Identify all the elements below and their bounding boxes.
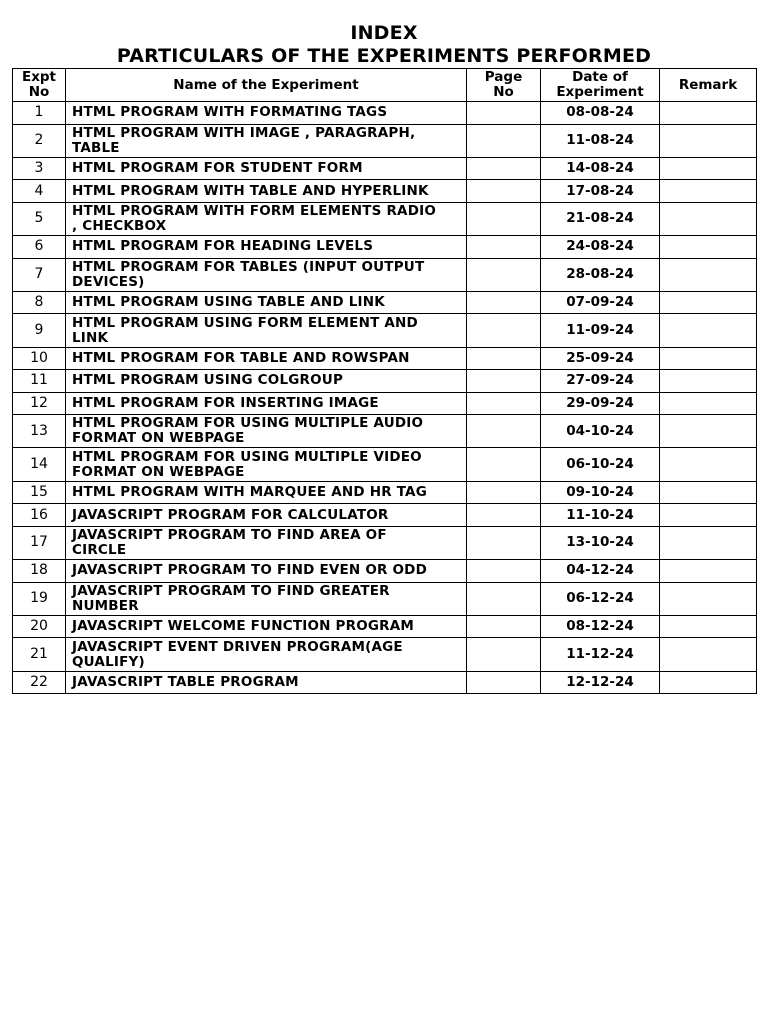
- date-cell: 24-08-24: [541, 236, 660, 259]
- experiment-name-cell: [66, 582, 467, 615]
- page-no-cell: [467, 370, 541, 393]
- date-cell: 11-09-24: [541, 314, 660, 347]
- expt-no-cell: 8: [13, 291, 66, 314]
- column-header-date-line1: Date of: [572, 69, 628, 85]
- experiment-name-line: HTML PROGRAM WITH FORM ELEMENTS RADIO: [72, 202, 436, 219]
- table-row: [13, 671, 757, 694]
- experiment-name-line: HTML PROGRAM FOR USING MULTIPLE AUDIO: [72, 415, 424, 432]
- page-no-cell: [467, 582, 541, 615]
- remark-cell: [660, 202, 757, 235]
- remark-cell: [660, 258, 757, 291]
- experiment-name-cell: [66, 180, 467, 203]
- table-row: [13, 392, 757, 415]
- page-no-cell: [467, 671, 541, 694]
- date-cell: 09-10-24: [541, 481, 660, 504]
- experiment-name-cell: [66, 314, 467, 347]
- remark-cell: [660, 291, 757, 314]
- column-header-page-no: [467, 69, 541, 102]
- page-subtitle: PARTICULARS OF THE EXPERIMENTS PERFORMED: [116, 45, 652, 67]
- table-row: [13, 560, 757, 583]
- expt-no-cell: 7: [13, 258, 66, 291]
- experiment-name-line: JAVASCRIPT PROGRAM TO FIND GREATER: [72, 582, 390, 599]
- column-header-expt-no-line1: Expt: [21, 69, 57, 85]
- experiment-name-cell: [66, 291, 467, 314]
- date-cell: 08-12-24: [541, 615, 660, 638]
- page-no-cell: [467, 560, 541, 583]
- expt-no-cell: 6: [13, 236, 66, 259]
- table-row: [13, 638, 757, 671]
- expt-no-cell: 9: [13, 314, 66, 347]
- remark-cell: [660, 180, 757, 203]
- page-no-cell: [467, 236, 541, 259]
- remark-cell: [660, 236, 757, 259]
- experiment-name-line: JAVASCRIPT PROGRAM TO FIND EVEN OR ODD: [72, 562, 427, 579]
- remark-cell: [660, 392, 757, 415]
- expt-no-cell: 14: [13, 448, 66, 481]
- table-row: [13, 415, 757, 448]
- experiment-name-cell: [66, 157, 467, 180]
- experiment-name-cell: [66, 638, 467, 671]
- page-no-cell: [467, 392, 541, 415]
- expt-no-cell: 17: [13, 526, 66, 559]
- remark-cell: [660, 314, 757, 347]
- experiment-name-line: LINK: [72, 329, 109, 346]
- page-no-cell: [467, 481, 541, 504]
- experiment-name-line: JAVASCRIPT PROGRAM FOR CALCULATOR: [72, 506, 389, 523]
- experiment-name-line: FORMAT ON WEBPAGE: [72, 463, 245, 480]
- remark-cell: [660, 638, 757, 671]
- table-header-row: [13, 69, 757, 102]
- expt-no-cell: 20: [13, 615, 66, 638]
- column-header-date-line2: Experiment: [556, 84, 644, 100]
- remark-cell: [660, 582, 757, 615]
- expt-no-cell: 22: [13, 671, 66, 694]
- expt-no-cell: 5: [13, 202, 66, 235]
- table-row: [13, 448, 757, 481]
- column-header-page-no-line2: No: [493, 84, 514, 100]
- experiment-name-cell: [66, 560, 467, 583]
- expt-no-cell: 13: [13, 415, 66, 448]
- page-no-cell: [467, 102, 541, 125]
- table-row: [13, 370, 757, 393]
- date-cell: 29-09-24: [541, 392, 660, 415]
- table-row: [13, 504, 757, 527]
- experiment-name-cell: [66, 124, 467, 157]
- date-cell: 13-10-24: [541, 526, 660, 559]
- table-row: [13, 347, 757, 370]
- table-row: [13, 526, 757, 559]
- table-row: [13, 615, 757, 638]
- table-row: [13, 180, 757, 203]
- date-cell: 11-12-24: [541, 638, 660, 671]
- experiment-name-line: JAVASCRIPT TABLE PROGRAM: [72, 673, 299, 690]
- remark-cell: [660, 526, 757, 559]
- remark-cell: [660, 347, 757, 370]
- date-cell: 08-08-24: [541, 102, 660, 125]
- experiment-name-cell: [66, 258, 467, 291]
- table-row: [13, 258, 757, 291]
- table-row: [13, 582, 757, 615]
- experiment-name-line: JAVASCRIPT PROGRAM TO FIND AREA OF: [72, 526, 387, 543]
- table-row: [13, 202, 757, 235]
- experiment-name-line: TABLE: [72, 139, 120, 156]
- page-no-cell: [467, 157, 541, 180]
- experiment-name-cell: [66, 448, 467, 481]
- expt-no-cell: 11: [13, 370, 66, 393]
- remark-cell: [660, 671, 757, 694]
- experiments-table: [12, 68, 757, 694]
- date-cell: 11-10-24: [541, 504, 660, 527]
- page-no-cell: [467, 347, 541, 370]
- column-header-remark: Remark: [660, 69, 757, 102]
- column-header-date: [541, 69, 660, 102]
- experiment-name-line: DEVICES): [72, 273, 145, 290]
- experiment-name-cell: [66, 392, 467, 415]
- experiment-name-line: , CHECKBOX: [72, 217, 167, 234]
- page-no-cell: [467, 415, 541, 448]
- page-title: INDEX: [350, 22, 418, 44]
- experiment-name-line: CIRCLE: [72, 541, 127, 558]
- experiment-name-line: HTML PROGRAM FOR USING MULTIPLE VIDEO: [72, 448, 422, 465]
- page-no-cell: [467, 124, 541, 157]
- experiment-name-cell: [66, 504, 467, 527]
- page-no-cell: [467, 291, 541, 314]
- remark-cell: [660, 448, 757, 481]
- expt-no-cell: 10: [13, 347, 66, 370]
- date-cell: 11-08-24: [541, 124, 660, 157]
- date-cell: 17-08-24: [541, 180, 660, 203]
- page-no-cell: [467, 202, 541, 235]
- experiment-name-cell: [66, 236, 467, 259]
- experiment-name-line: HTML PROGRAM FOR TABLE AND ROWSPAN: [72, 349, 410, 366]
- date-cell: 14-08-24: [541, 157, 660, 180]
- experiment-name-line: HTML PROGRAM FOR INSERTING IMAGE: [72, 394, 379, 411]
- expt-no-cell: 2: [13, 124, 66, 157]
- table-row: [13, 481, 757, 504]
- date-cell: 25-09-24: [541, 347, 660, 370]
- page-no-cell: [467, 504, 541, 527]
- page-no-cell: [467, 448, 541, 481]
- expt-no-cell: 21: [13, 638, 66, 671]
- experiment-name-line: FORMAT ON WEBPAGE: [72, 430, 245, 447]
- experiment-name-cell: [66, 481, 467, 504]
- date-cell: 27-09-24: [541, 370, 660, 393]
- experiment-name-line: HTML PROGRAM FOR HEADING LEVELS: [72, 238, 374, 255]
- date-cell: 28-08-24: [541, 258, 660, 291]
- column-header-expt-no-line2: No: [28, 84, 50, 100]
- expt-no-cell: 19: [13, 582, 66, 615]
- page-no-cell: [467, 180, 541, 203]
- remark-cell: [660, 504, 757, 527]
- experiment-name-line: JAVASCRIPT EVENT DRIVEN PROGRAM(AGE: [72, 638, 403, 655]
- date-cell: 07-09-24: [541, 291, 660, 314]
- experiment-name-cell: [66, 347, 467, 370]
- experiment-name-cell: [66, 370, 467, 393]
- experiment-name-line: HTML PROGRAM FOR TABLES (INPUT OUTPUT: [72, 258, 425, 275]
- remark-cell: [660, 615, 757, 638]
- table-row: [13, 102, 757, 125]
- expt-no-cell: 18: [13, 560, 66, 583]
- expt-no-cell: 3: [13, 157, 66, 180]
- date-cell: 21-08-24: [541, 202, 660, 235]
- experiment-name-line: QUALIFY): [72, 653, 145, 670]
- experiment-name-cell: [66, 671, 467, 694]
- page-no-cell: [467, 526, 541, 559]
- expt-no-cell: 15: [13, 481, 66, 504]
- remark-cell: [660, 102, 757, 125]
- experiment-name-line: HTML PROGRAM FOR STUDENT FORM: [72, 160, 363, 177]
- table-row: [13, 157, 757, 180]
- date-cell: 12-12-24: [541, 671, 660, 694]
- table-row: [13, 314, 757, 347]
- remark-cell: [660, 481, 757, 504]
- expt-no-cell: 16: [13, 504, 66, 527]
- experiment-name-cell: [66, 526, 467, 559]
- experiment-name-line: HTML PROGRAM WITH IMAGE , PARAGRAPH,: [72, 124, 416, 141]
- experiment-name-cell: [66, 102, 467, 125]
- date-cell: 06-10-24: [541, 448, 660, 481]
- experiment-name-cell: [66, 615, 467, 638]
- expt-no-cell: 12: [13, 392, 66, 415]
- experiment-name-line: HTML PROGRAM USING COLGROUP: [72, 372, 344, 389]
- table-row: [13, 124, 757, 157]
- column-header-page-no-line1: Page: [484, 69, 523, 85]
- expt-no-cell: 4: [13, 180, 66, 203]
- date-cell: 04-12-24: [541, 560, 660, 583]
- experiment-name-line: NUMBER: [72, 597, 139, 614]
- remark-cell: [660, 415, 757, 448]
- experiment-name-line: HTML PROGRAM WITH MARQUEE AND HR TAG: [72, 484, 427, 501]
- remark-cell: [660, 124, 757, 157]
- expt-no-cell: 1: [13, 102, 66, 125]
- experiment-name-cell: [66, 202, 467, 235]
- experiment-name-line: HTML PROGRAM USING FORM ELEMENT AND: [72, 314, 418, 331]
- remark-cell: [660, 370, 757, 393]
- date-cell: 04-10-24: [541, 415, 660, 448]
- experiment-name-line: JAVASCRIPT WELCOME FUNCTION PROGRAM: [72, 618, 415, 635]
- page-no-cell: [467, 314, 541, 347]
- page-no-cell: [467, 258, 541, 291]
- date-cell: 06-12-24: [541, 582, 660, 615]
- column-header-expt-no: [13, 69, 66, 102]
- page-no-cell: [467, 615, 541, 638]
- table-row: [13, 291, 757, 314]
- remark-cell: [660, 157, 757, 180]
- experiment-name-line: HTML PROGRAM USING TABLE AND LINK: [72, 294, 385, 311]
- experiment-name-cell: [66, 415, 467, 448]
- page-no-cell: [467, 638, 541, 671]
- table-row: [13, 236, 757, 259]
- experiment-name-line: HTML PROGRAM WITH FORMATING TAGS: [72, 104, 388, 121]
- experiment-name-line: HTML PROGRAM WITH TABLE AND HYPERLINK: [72, 182, 429, 199]
- column-header-name: Name of the Experiment: [66, 69, 467, 102]
- remark-cell: [660, 560, 757, 583]
